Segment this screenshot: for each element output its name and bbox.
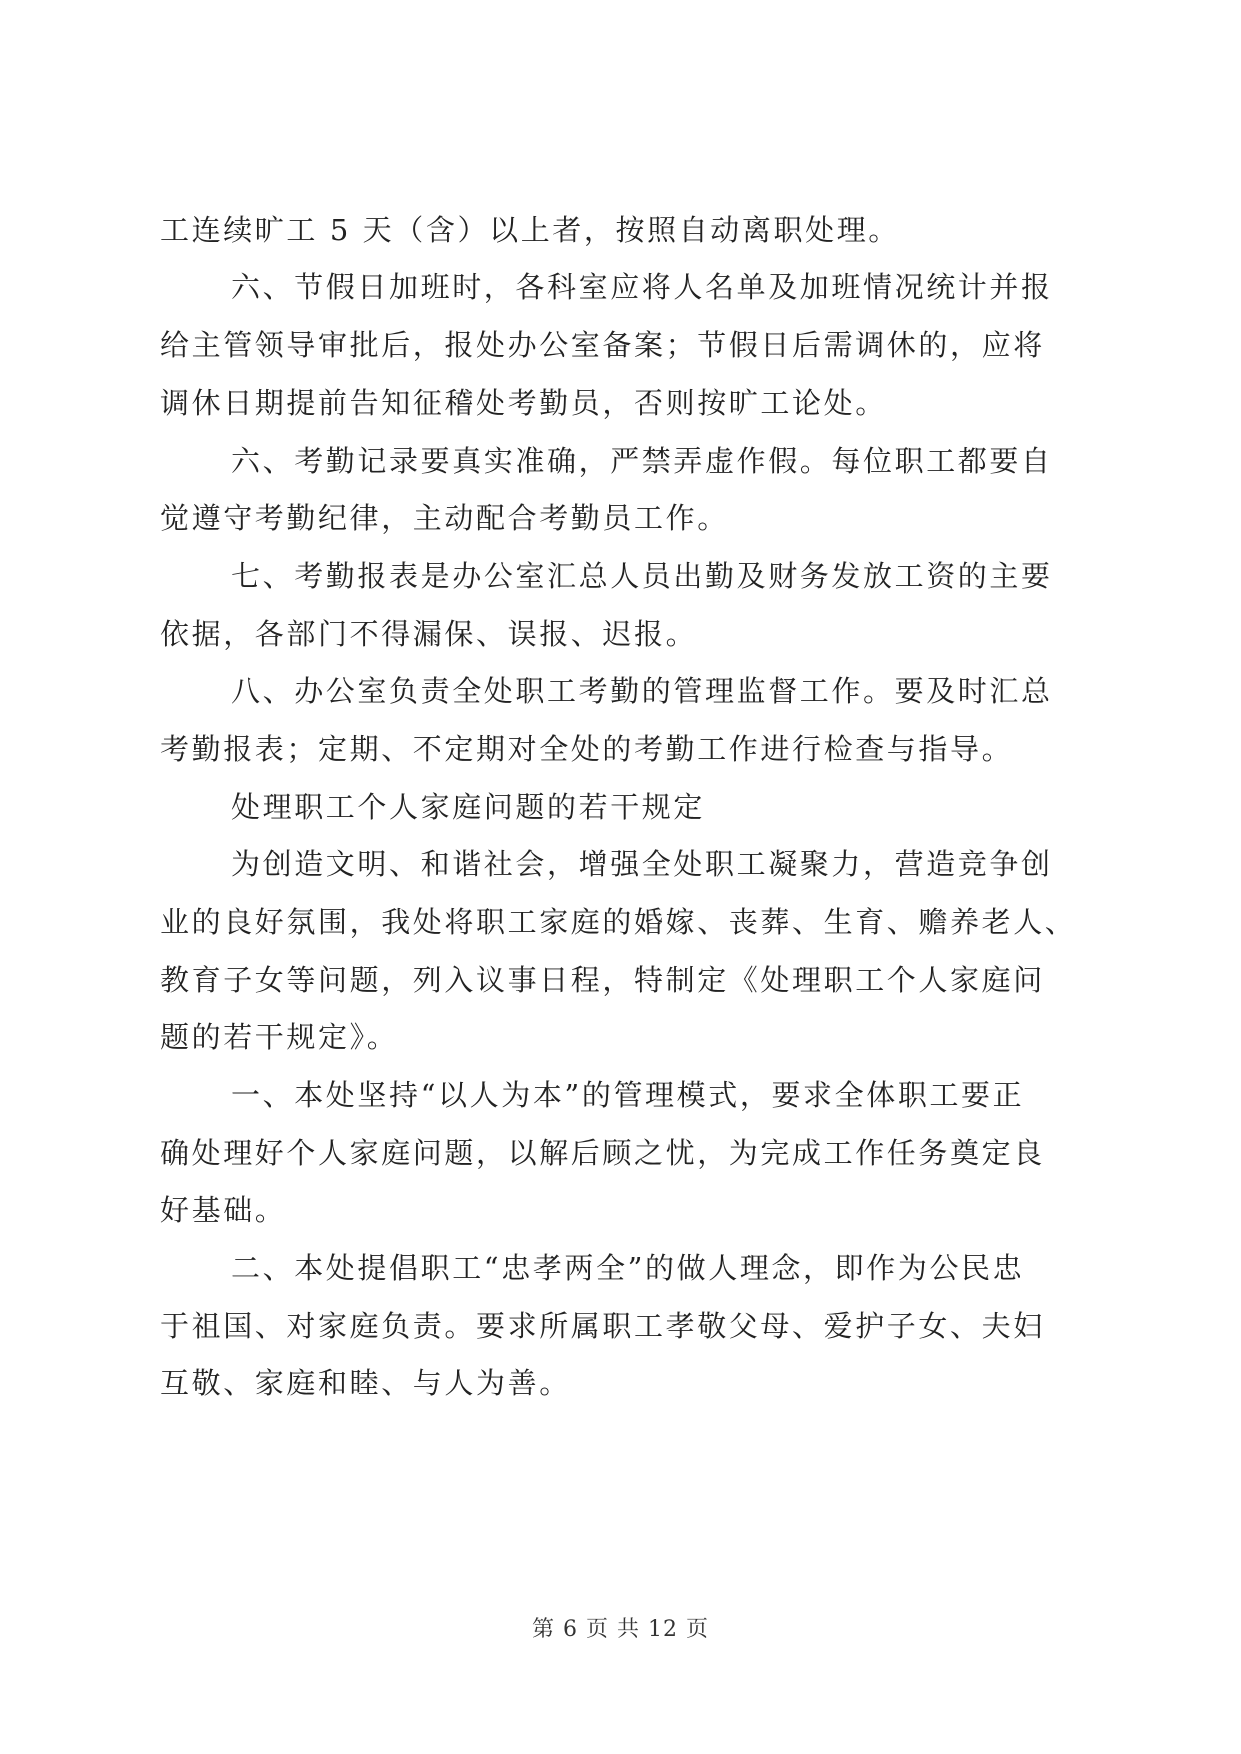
- page-footer: 第 6 页 共 12 页: [532, 1617, 709, 1642]
- text-line: 依据，各部门不得漏保、误报、迟报。: [160, 617, 698, 651]
- text-line: 给主管领导审批后，报处办公室备案；节假日后需调休的，应将: [160, 328, 1045, 362]
- text-line: 六、节假日加班时，各科室应将人名单及加班情况统计并报: [231, 270, 1053, 304]
- text-line: 考勤报表；定期、不定期对全处的考勤工作进行检查与指导。: [160, 732, 1014, 766]
- text-line: 教育子女等问题，列入议事日程，特制定《处理职工个人家庭问: [160, 963, 1045, 997]
- text-line: 六、考勤记录要真实准确，严禁弄虚作假。每位职工都要自: [231, 444, 1053, 478]
- text-line: 一、本处坚持“以人为本”的管理模式，要求全体职工要正: [231, 1078, 1025, 1112]
- text-line: 七、考勤报表是办公室汇总人员出勤及财务发放工资的主要: [231, 559, 1053, 593]
- text-line: 题的若干规定》。: [160, 1020, 399, 1054]
- text-line: 为创造文明、和谐社会，增强全处职工凝聚力，营造竞争创: [231, 847, 1053, 881]
- section-heading: 处理职工个人家庭问题的若干规定: [231, 790, 706, 824]
- text-line: 八、办公室负责全处职工考勤的管理监督工作。要及时汇总: [231, 674, 1053, 708]
- text-line: 互敬、家庭和睦、与人为善。: [160, 1366, 571, 1400]
- text-line: 觉遵守考勤纪律，主动配合考勤员工作。: [160, 501, 729, 535]
- text-line: 工连续旷工 5 天（含）以上者，按照自动离职处理。: [160, 213, 900, 247]
- text-line: 于祖国、对家庭负责。要求所属职工孝敬父母、爱护子女、夫妇: [160, 1309, 1045, 1343]
- text-line: 好基础。: [160, 1193, 287, 1227]
- text-line: 确处理好个人家庭问题，以解后顾之忧，为完成工作任务奠定良: [160, 1136, 1045, 1170]
- text-line: 二、本处提倡职工“忠孝两全”的做人理念，即作为公民忠: [231, 1251, 1025, 1285]
- text-line: 业的良好氛围，我处将职工家庭的婚嫁、丧葬、生育、赡养老人、: [160, 905, 1077, 939]
- text-line: 调休日期提前告知征稽处考勤员，否则按旷工论处。: [160, 386, 887, 420]
